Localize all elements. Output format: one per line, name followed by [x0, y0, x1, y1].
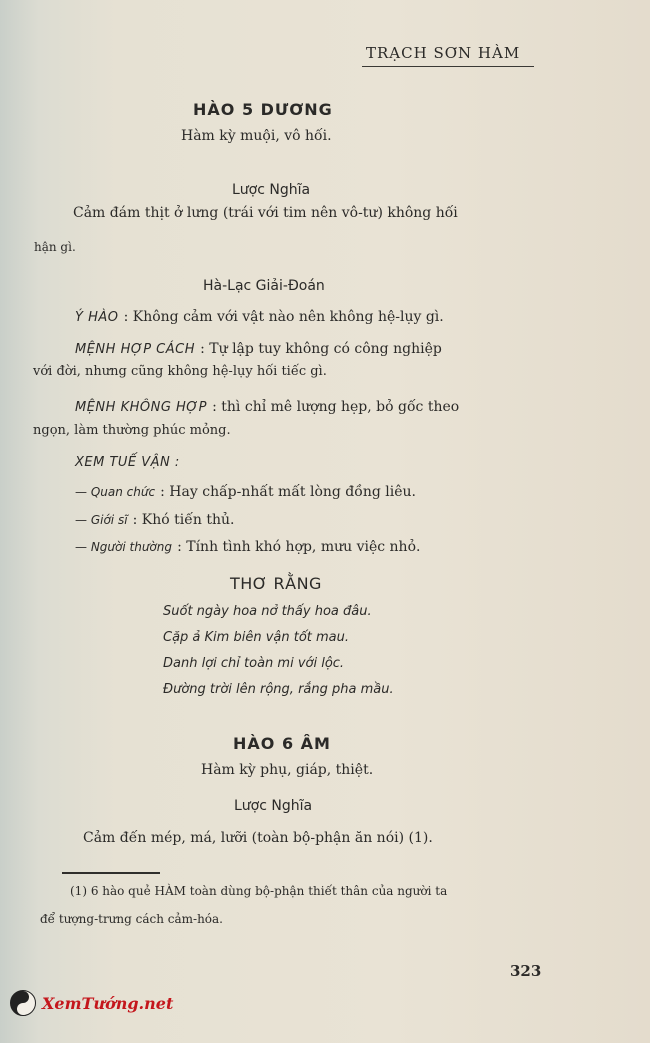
- menh-khong-line2: ngọn, làm thường phúc mỏng.: [33, 423, 231, 438]
- footnote-line2: để tượng-trưng cách cảm-hóa.: [40, 912, 223, 926]
- hao6-luoc-nghia-title: Lược Nghĩa: [234, 798, 313, 814]
- yin-yang-icon: [10, 990, 36, 1016]
- poem-line: Cặp ả Kim biên vận tốt mau.: [163, 630, 350, 645]
- y-hao-label: Ý HÀO: [75, 310, 119, 325]
- hao6-text: Hàm kỳ phụ, giáp, thiệt.: [201, 762, 374, 778]
- hao5-luoc-nghia-title: Lược Nghĩa: [232, 182, 311, 198]
- tue-van-item-text: : Hay chấp-nhất mất lòng đồng liêu.: [160, 484, 416, 500]
- hao6-title: HÀO 6 ÂM: [233, 734, 331, 753]
- page-number: 323: [510, 962, 542, 980]
- poem-line: Danh lợi chỉ toàn mi với lộc.: [163, 656, 345, 671]
- tue-van-item: [75, 509, 234, 528]
- menh-hop-text: : Tự lập tuy không có công nghiệp: [200, 341, 442, 357]
- tue-van-item-text: : Khó tiến thủ.: [132, 512, 235, 528]
- watermark-text: XemTướng.net: [42, 993, 174, 1013]
- menh-khong-label: MỆNH KHÔNG HỢP: [75, 400, 208, 415]
- menh-hop-line2: với đời, nhưng cũng không hệ-lụy hối tiếc gì.: [33, 364, 327, 379]
- xem-tue-van: XEM TUẾ VẬN :: [75, 455, 180, 470]
- hao5-luoc-nghia-line2: hận gì.: [34, 240, 76, 254]
- footnote-rule: [62, 872, 160, 874]
- y-hao-line: [75, 306, 444, 325]
- poem-title: THƠ RẰNG: [230, 574, 322, 593]
- hao5-title: HÀO 5 DƯƠNG: [193, 100, 333, 119]
- running-header: TRẠCH SƠN HÀM: [366, 44, 521, 62]
- tue-van-item-text: : Tính tình khó hợp, mưu việc nhỏ.: [177, 539, 421, 555]
- menh-khong-line1: [75, 396, 459, 415]
- ha-lac-title: Hà-Lạc Giải-Đoán: [203, 278, 325, 294]
- footnote-line1: (1) 6 hào quẻ HÀM toàn dùng bộ-phận thiết thân của người ta: [70, 884, 448, 898]
- header-rule: [362, 66, 534, 67]
- tue-van-item-label: — Quan chức: [75, 485, 156, 499]
- tue-van-item: [75, 481, 416, 500]
- poem-line: Suốt ngày hoa nở thấy hoa đâu.: [163, 604, 372, 619]
- tue-van-item-label: — Giới sĩ: [75, 513, 128, 527]
- menh-khong-text: : thì chỉ mê lượng hẹp, bỏ gốc theo: [212, 399, 460, 415]
- poem-line: Đường trời lên rộng, rắng pha mầu.: [163, 682, 394, 697]
- menh-hop-label: MỆNH HỢP CÁCH: [75, 342, 196, 357]
- y-hao-text: : Không cảm với vật nào nên không hệ-lụy gì.: [123, 309, 444, 325]
- tue-van-item: [75, 536, 420, 555]
- hao5-luoc-nghia-line1: Cảm đám thịt ở lưng (trái với tim nên vô-tư) không hối: [73, 205, 458, 221]
- watermark-logo: [10, 990, 173, 1016]
- hao6-luoc-nghia-line: Cảm đến mép, má, lưỡi (toàn bộ-phận ăn nói) (1).: [83, 830, 433, 846]
- hao5-text: Hàm kỳ muội, vô hối.: [181, 128, 332, 144]
- tue-van-item-label: — Người thường: [75, 540, 172, 554]
- menh-hop-line1: [75, 338, 442, 357]
